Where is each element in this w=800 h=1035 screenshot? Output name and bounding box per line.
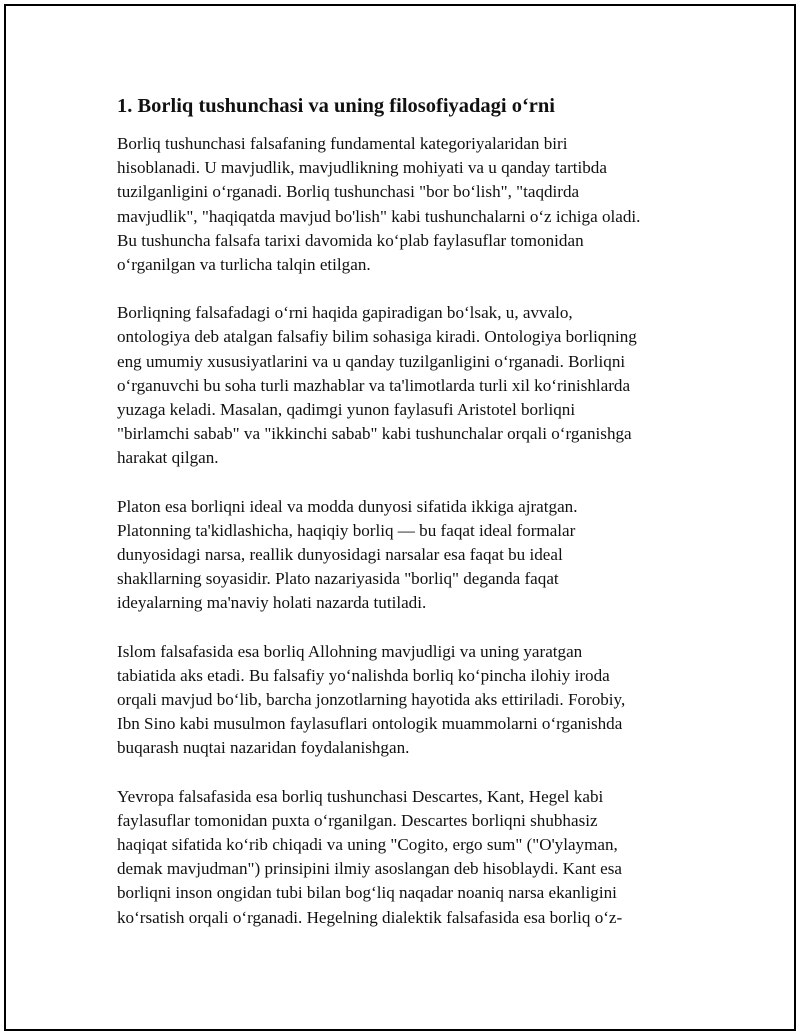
text-line: orqali mavjud bo‘lib, barcha jonzotlarning hayotida aks ettiriladi. Forobiy,: [117, 690, 626, 710]
text-line: ontologiya deb atalgan falsafiy bilim sohasiga kiradi. Ontologiya borliqning: [117, 327, 637, 347]
text-line: Islom falsafasida esa borliq Allohning mavjudligi va uning yaratgan: [117, 641, 583, 661]
document-content: [117, 92, 697, 930]
text-line: tuzilganligini o‘rganadi. Borliq tushunchasi "bor bo‘lish", "taqdirda: [117, 182, 580, 202]
text-line: borliqni inson ongidan tubi bilan bog‘liq naqadar noaniq narsa ekanligini: [117, 883, 617, 903]
text-line: harakat qilgan.: [117, 448, 219, 468]
text-line: ko‘rsatish orqali o‘rganadi. Hegelning dialektik falsafasida esa borliq o‘z-: [117, 907, 623, 927]
text-line: Borliqning falsafadagi o‘rni haqida gapiradigan bo‘lsak, u, avvalo,: [117, 303, 573, 323]
text-line: demak mavjudman") prinsipini ilmiy asoslangan deb hisoblaydi. Kant esa: [117, 859, 622, 879]
text-line: eng umumiy xususiyatlarini va u qanday tuzilganligini o‘rganadi. Borliqni: [117, 351, 626, 371]
paragraph-5: [117, 785, 697, 930]
text-line: tabiatida aks etadi. Bu falsafiy yo‘nalishda borliq ko‘pincha ilohiy iroda: [117, 665, 610, 685]
text-line: Bu tushuncha falsafa tarixi davomida ko‘plab faylasuflar tomonidan: [117, 230, 584, 250]
text-line: Platon esa borliqni ideal va modda dunyosi sifatida ikkiga ajratgan.: [117, 496, 578, 516]
text-line: shakllarning soyasidir. Plato nazariyasida "borliq" deganda faqat: [117, 569, 559, 589]
text-line: faylasuflar tomonidan puxta o‘rganilgan. Descartes borliqni shubhasiz: [117, 810, 598, 830]
section-heading: 1. Borliq tushunchasi va uning filosofiyadagi o‘rni: [117, 95, 556, 117]
text-line: hisoblanadi. U mavjudlik, mavjudlikning mohiyati va u qanday tartibda: [117, 158, 607, 178]
text-line: Platonning ta'kidlashicha, haqiqiy borliq — bu faqat ideal formalar: [117, 520, 576, 540]
text-line: haqiqat sifatida ko‘rib chiqadi va uning "Cogito, ergo sum" ("O'ylayman,: [117, 835, 618, 855]
text-line: ideyalarning ma'naviy holati nazarda tutiladi.: [117, 593, 427, 613]
text-line: Yevropa falsafasida esa borliq tushunchasi Descartes, Kant, Hegel kabi: [117, 786, 604, 806]
text-line: "birlamchi sabab" va "ikkinchi sabab" kabi tushunchalar orqali o‘rganishga: [117, 424, 632, 444]
text-line: o‘rganilgan va turlicha talqin etilgan.: [117, 255, 371, 275]
text-line: Borliq tushunchasi falsafaning fundamental kategoriyalaridan biri: [117, 134, 568, 153]
paragraph-4: [117, 640, 697, 761]
text-line: yuzaga keladi. Masalan, qadimgi yunon faylasufi Aristotel borliqni: [117, 400, 576, 420]
text-line: buqarash nuqtai nazaridan foydalanishgan.: [117, 738, 410, 758]
text-line: Ibn Sino kabi musulmon faylasuflari ontologik muammolarni o‘rganishda: [117, 714, 623, 734]
text-line: mavjudlik", "haqiqatda mavjud bo'lish" kabi tushunchalarni o‘z ichiga oladi.: [117, 206, 641, 226]
paragraph-3: [117, 495, 697, 616]
paragraph-1: [117, 132, 697, 277]
paragraph-2: [117, 301, 697, 470]
text-line: o‘rganuvchi bu soha turli mazhablar va ta'limotlarda turli xil ko‘rinishlarda: [117, 375, 631, 395]
text-line: dunyosidagi narsa, reallik dunyosidagi narsalar esa faqat bu ideal: [117, 545, 563, 565]
